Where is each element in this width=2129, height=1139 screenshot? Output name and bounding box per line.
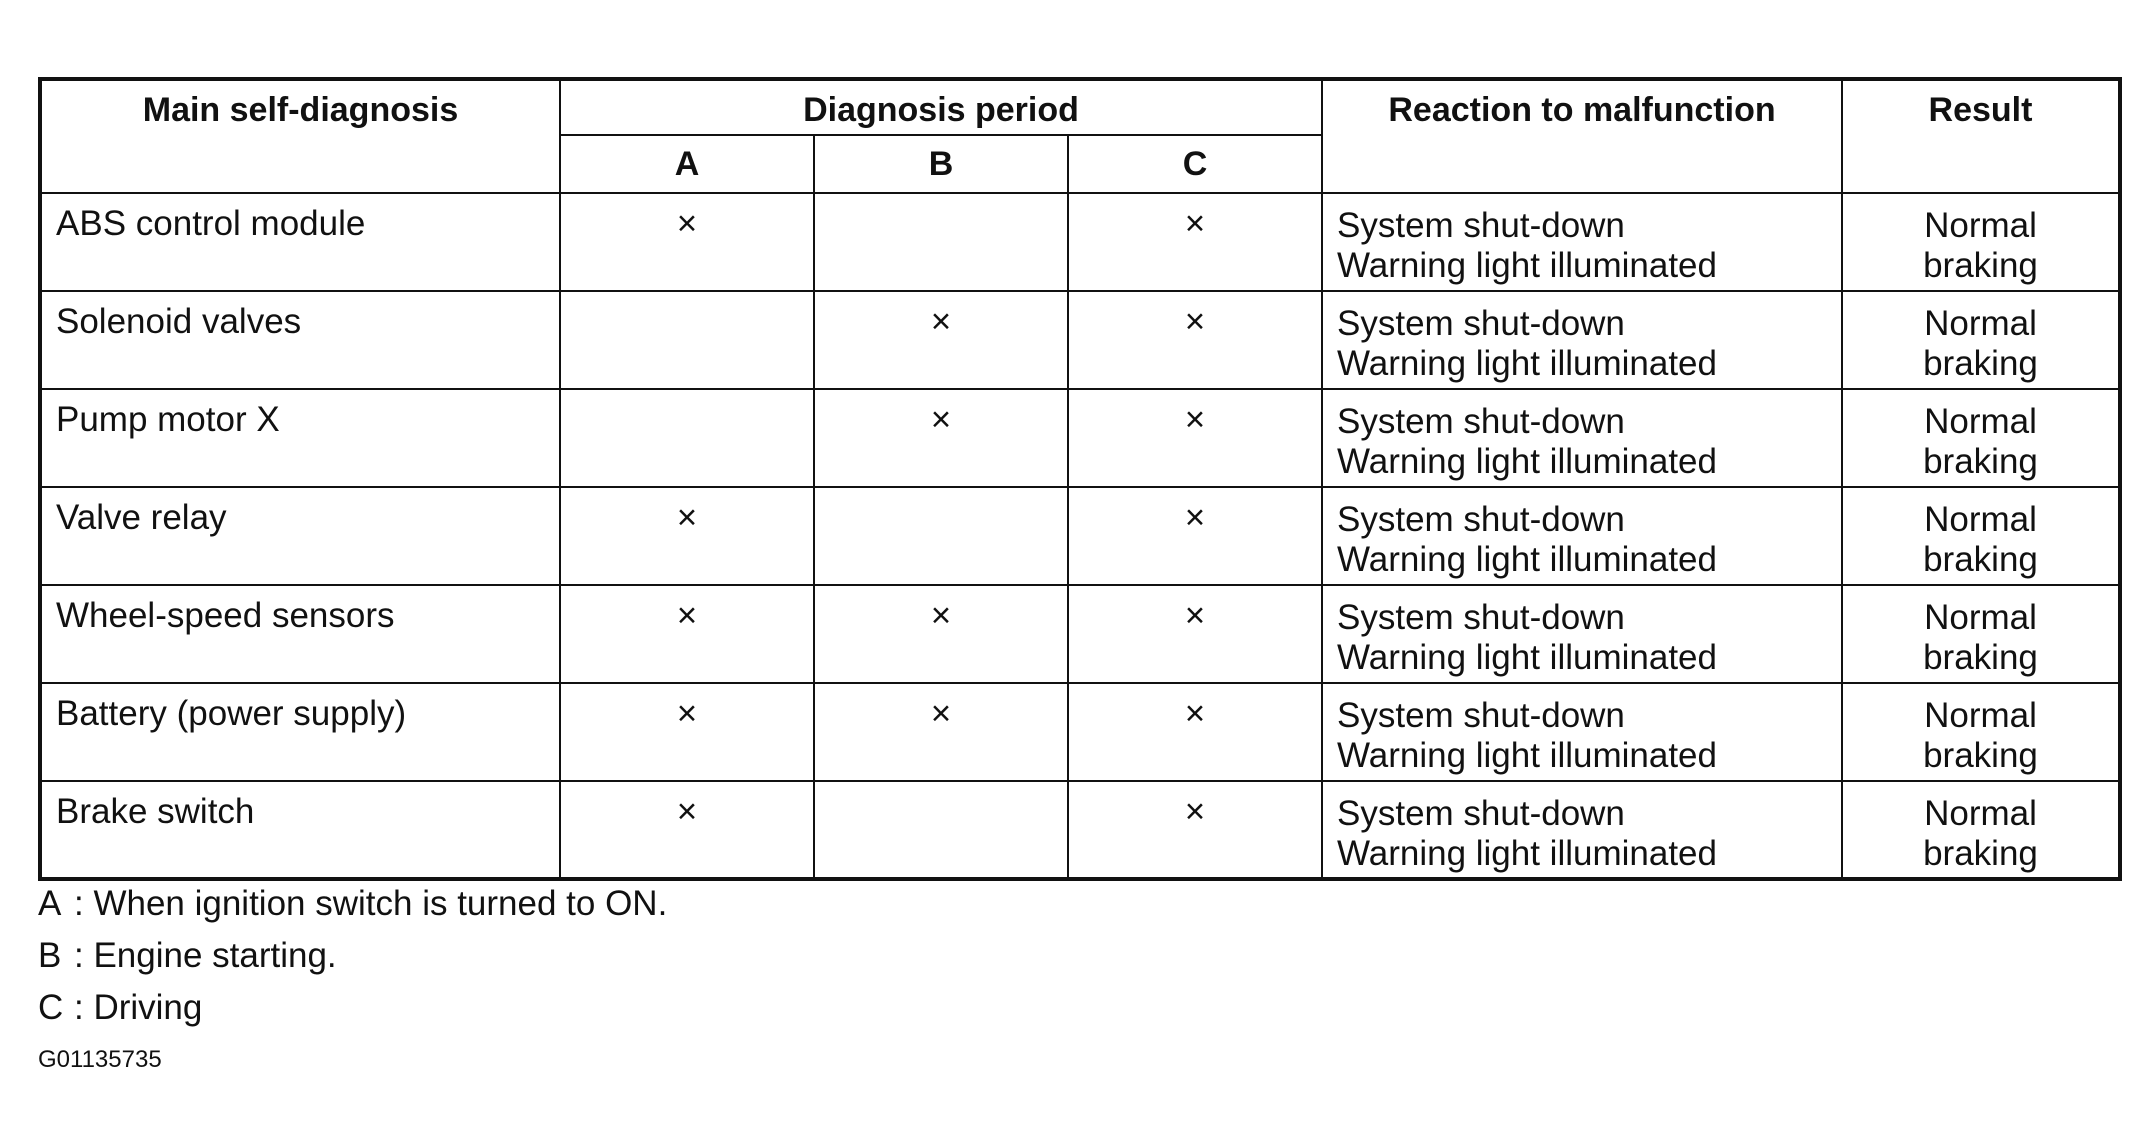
result-line-2: braking	[1923, 834, 2038, 873]
table-row	[40, 291, 2120, 389]
mark-cell-a: ×	[560, 585, 814, 683]
mark-cell-a: ×	[560, 781, 814, 879]
table-row	[40, 487, 2120, 585]
result-line-2: braking	[1923, 442, 2038, 481]
reaction-line-1: System shut-down	[1337, 598, 1625, 637]
item-name: Battery (power supply)	[40, 683, 560, 781]
mark-cell-a: ×	[560, 683, 814, 781]
item-name: ABS control module	[40, 193, 560, 291]
legend-text: : When ignition switch is turned to ON.	[74, 884, 668, 923]
result-line-1: Normal	[1924, 598, 2037, 637]
mark-cell-a: ×	[560, 193, 814, 291]
reaction-line-1: System shut-down	[1337, 206, 1625, 245]
mark-cell-c: ×	[1068, 487, 1322, 585]
result-cell	[1842, 683, 2120, 781]
legend-key: C	[38, 988, 64, 1027]
item-name: Solenoid valves	[40, 291, 560, 389]
figure-id: G01135735	[38, 1046, 162, 1073]
mark-cell-a	[560, 389, 814, 487]
mark-cell-c: ×	[1068, 781, 1322, 879]
mark-cell-c: ×	[1068, 585, 1322, 683]
result-line-2: braking	[1923, 344, 2038, 383]
result-cell	[1842, 389, 2120, 487]
reaction-cell	[1322, 683, 1842, 781]
reaction-cell	[1322, 585, 1842, 683]
legend-item-a	[38, 884, 667, 924]
legend-key: A	[38, 884, 62, 923]
reaction-cell	[1322, 193, 1842, 291]
header-row-top	[40, 79, 2120, 135]
reaction-line-2: Warning light illuminated	[1337, 736, 1717, 775]
result-line-1: Normal	[1924, 402, 2037, 441]
reaction-cell	[1322, 291, 1842, 389]
item-name: Brake switch	[40, 781, 560, 879]
reaction-line-1: System shut-down	[1337, 696, 1625, 735]
result-cell	[1842, 487, 2120, 585]
self-diagnosis-table	[38, 77, 2122, 881]
header-main-self-diagnosis: Main self-diagnosis	[40, 79, 560, 193]
table-row	[40, 781, 2120, 879]
result-cell	[1842, 291, 2120, 389]
mark-cell-c: ×	[1068, 193, 1322, 291]
legend-item-c	[38, 988, 202, 1028]
mark-cell-b	[814, 487, 1068, 585]
result-line-1: Normal	[1924, 500, 2037, 539]
mark-cell-b: ×	[814, 291, 1068, 389]
item-name: Wheel-speed sensors	[40, 585, 560, 683]
reaction-line-1: System shut-down	[1337, 500, 1625, 539]
reaction-cell	[1322, 389, 1842, 487]
reaction-line-2: Warning light illuminated	[1337, 540, 1717, 579]
legend-key: B	[38, 936, 62, 975]
mark-cell-b	[814, 781, 1068, 879]
legend-text: : Engine starting.	[74, 936, 337, 975]
header-diagnosis-period: Diagnosis period	[560, 79, 1322, 135]
mark-cell-b: ×	[814, 683, 1068, 781]
item-name: Valve relay	[40, 487, 560, 585]
header-result: Result	[1842, 79, 2120, 193]
result-cell	[1842, 193, 2120, 291]
result-line-1: Normal	[1924, 696, 2037, 735]
table-row	[40, 585, 2120, 683]
header-period-c: C	[1068, 135, 1322, 193]
item-name: Pump motor X	[40, 389, 560, 487]
mark-cell-c: ×	[1068, 389, 1322, 487]
result-line-1: Normal	[1924, 794, 2037, 833]
table-row	[40, 389, 2120, 487]
header-period-a: A	[560, 135, 814, 193]
reaction-line-2: Warning light illuminated	[1337, 344, 1717, 383]
result-line-2: braking	[1923, 736, 2038, 775]
legend-text: : Driving	[74, 988, 203, 1027]
result-line-2: braking	[1923, 246, 2038, 285]
mark-cell-c: ×	[1068, 683, 1322, 781]
reaction-line-2: Warning light illuminated	[1337, 442, 1717, 481]
mark-cell-b: ×	[814, 585, 1068, 683]
mark-cell-b	[814, 193, 1068, 291]
result-line-2: braking	[1923, 638, 2038, 677]
mark-cell-c: ×	[1068, 291, 1322, 389]
result-line-2: braking	[1923, 540, 2038, 579]
result-line-1: Normal	[1924, 206, 2037, 245]
mark-cell-b: ×	[814, 389, 1068, 487]
header-reaction: Reaction to malfunction	[1322, 79, 1842, 193]
result-cell	[1842, 585, 2120, 683]
result-line-1: Normal	[1924, 304, 2037, 343]
reaction-line-2: Warning light illuminated	[1337, 834, 1717, 873]
table-row	[40, 193, 2120, 291]
reaction-cell	[1322, 487, 1842, 585]
reaction-line-1: System shut-down	[1337, 794, 1625, 833]
mark-cell-a: ×	[560, 487, 814, 585]
reaction-cell	[1322, 781, 1842, 879]
reaction-line-2: Warning light illuminated	[1337, 638, 1717, 677]
table-row	[40, 683, 2120, 781]
mark-cell-a	[560, 291, 814, 389]
legend-item-b	[38, 936, 337, 976]
header-period-b: B	[814, 135, 1068, 193]
reaction-line-1: System shut-down	[1337, 402, 1625, 441]
result-cell	[1842, 781, 2120, 879]
reaction-line-1: System shut-down	[1337, 304, 1625, 343]
reaction-line-2: Warning light illuminated	[1337, 246, 1717, 285]
